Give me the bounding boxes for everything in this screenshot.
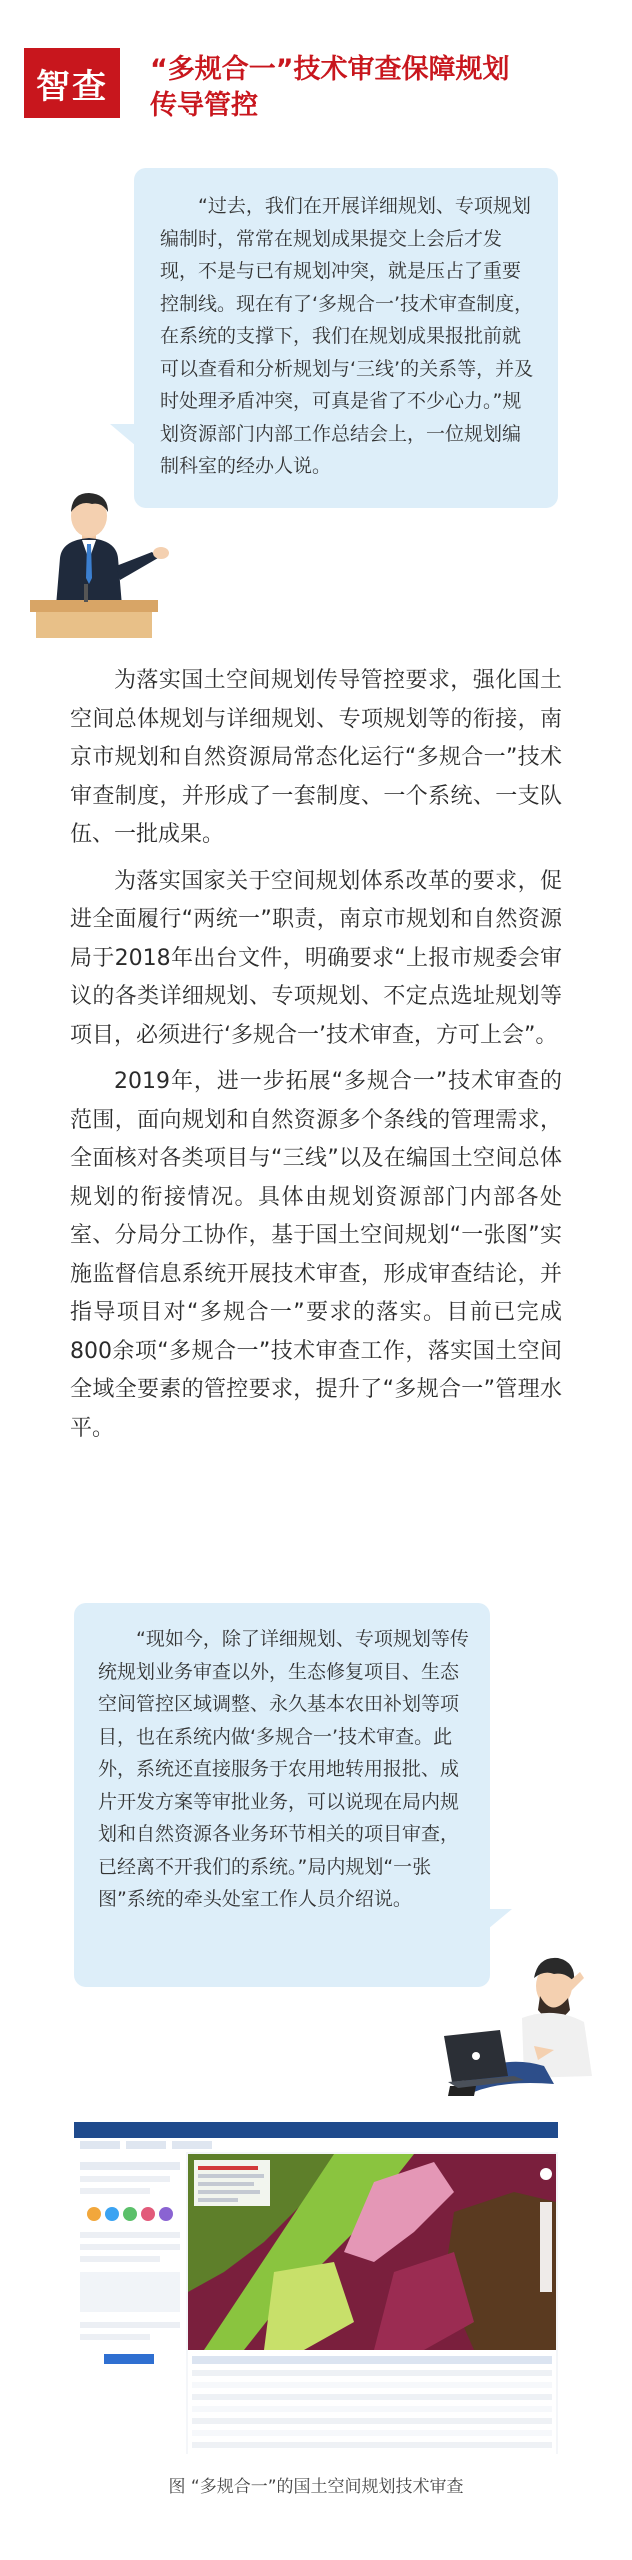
body-paragraph-2: 为落实国家关于空间规划体系改革的要求，促进全面履行“两统一”职责，南京市规划和自然资源局于2018年出台文件，明确要求“上报市规委会审议的各类详细规划、专项规划、不定点选址规划等项目，必须进行‘多规合一’技术审查，方可上会”。	[70, 868, 562, 1048]
quote-bubble-1	[134, 168, 558, 508]
figure-caption: 图 “多规合一”的国土空间规划技术审查	[168, 2477, 464, 2497]
speaker-illustration	[22, 488, 202, 648]
quote-2-text: “现如今，除了详细规划、专项规划等传统规划业务审查以外，生态修复项目、生态空间管控区域调整、永久基本农田补划等项目，也在系统内做‘多规合一’技术审查。此外，系统还直接服务于农用地转用报批、成片开发方案等审批业务，可以说现在局内规划和自然资源各业务环节相关的项目审查，已经离不开我们的系统。”局内规划“一张图”系统的牵头处室工作人员介绍说。	[98, 1628, 469, 1910]
system-screenshot	[74, 2122, 558, 2454]
title-line-2: 传导管控	[150, 90, 258, 121]
section-tag: 智查	[24, 48, 120, 118]
laptop-user-illustration	[404, 1926, 614, 2106]
body-paragraph-1: 为落实国土空间规划传导管控要求，强化国土空间总体规划与详细规划、专项规划等的衔接，南京市规划和自然资源局常态化运行“多规合一”技术审查制度，并形成了一套制度、一个系统、一支队伍、一批成果。	[70, 668, 562, 847]
page-title	[150, 52, 590, 124]
system-screenshot-figure	[74, 2122, 558, 2454]
title-line-1: “多规合一”技术审查保障规划	[150, 54, 510, 85]
article-body	[70, 662, 562, 1456]
bubble-tail-1	[110, 424, 136, 446]
body-paragraph-3: 2019年，进一步拓展“多规合一”技术审查的范围，面向规划和自然资源多个条线的管理需求，全面核对各类项目与“三线”以及在编国土空间总体规划的衔接情况。具体由规划资源部门内部各处室、分局分工协作，基于国土空间规划“一张图”实施监督信息系统开展技术审查，形成审查结论，并指导项目对“多规合一”要求的落实。目前已完成800余项“多规合一”技术审查工作，落实国土空间全域全要素的管控要求，提升了“多规合一”管理水平。	[70, 1069, 562, 1441]
quote-1-text: “过去，我们在开展详细规划、专项规划编制时，常常在规划成果提交上会后才发现，不是与已有规划冲突，就是压占了重要控制线。现在有了‘多规合一’技术审查制度，在系统的支撑下，我们在规划成果报批前就可以查看和分析规划与‘三线’的关系等，并及时处理矛盾冲突，可真是省了不少心力。”规划资源部门内部工作总结会上，一位规划编制科室的经办人说。	[160, 195, 534, 477]
